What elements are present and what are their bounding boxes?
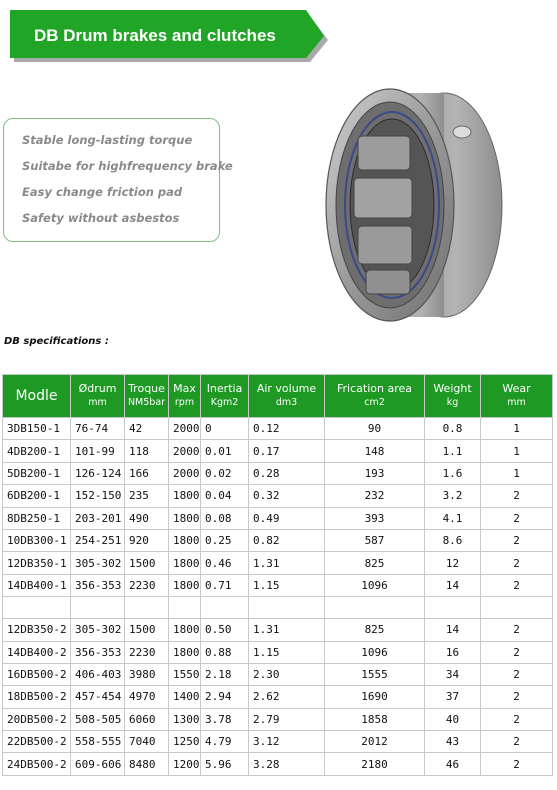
table-cell: 1800 bbox=[169, 641, 201, 663]
table-cell: 1.15 bbox=[249, 641, 325, 663]
column-header-label: Wear bbox=[502, 382, 531, 395]
table-cell: 12 bbox=[425, 552, 481, 574]
table-cell: 3.28 bbox=[249, 753, 325, 775]
table-cell: 254-251 bbox=[71, 529, 125, 551]
column-header-unit: rpm bbox=[174, 397, 195, 408]
column-header-label: Weight bbox=[433, 382, 472, 395]
table-cell: 3.78 bbox=[201, 708, 249, 730]
table-cell: 609-606 bbox=[71, 753, 125, 775]
table-cell: 76-74 bbox=[71, 418, 125, 440]
table-cell: 4DB200-1 bbox=[3, 440, 71, 462]
table-cell: 1690 bbox=[325, 686, 425, 708]
table-cell: 2 bbox=[481, 507, 553, 529]
table-cell: 920 bbox=[125, 529, 169, 551]
table-cell: 508-505 bbox=[71, 708, 125, 730]
column-header-unit: mm bbox=[88, 397, 107, 408]
table-cell: 118 bbox=[125, 440, 169, 462]
table-cell: 1400 bbox=[169, 686, 201, 708]
table-cell: 8480 bbox=[125, 753, 169, 775]
table-cell: 152-150 bbox=[71, 485, 125, 507]
table-cell: 2 bbox=[481, 708, 553, 730]
table-cell: 2000 bbox=[169, 440, 201, 462]
column-header-unit: Kgm2 bbox=[210, 397, 239, 408]
table-cell: 7040 bbox=[125, 731, 169, 753]
table-cell: 0.49 bbox=[249, 507, 325, 529]
table-row bbox=[3, 619, 553, 641]
table-cell: 1858 bbox=[325, 708, 425, 730]
table-cell: 46 bbox=[425, 753, 481, 775]
table-cell: 0.17 bbox=[249, 440, 325, 462]
table-cell: 1.31 bbox=[249, 552, 325, 574]
table-cell: 2 bbox=[481, 619, 553, 641]
column-header-label: Frication area bbox=[337, 382, 412, 395]
column-header bbox=[125, 375, 169, 418]
table-row bbox=[3, 574, 553, 596]
table-cell: 126-124 bbox=[71, 462, 125, 484]
table-cell: 356-353 bbox=[71, 641, 125, 663]
table-cell: 0.01 bbox=[201, 440, 249, 462]
header-banner bbox=[10, 10, 346, 64]
table-row bbox=[3, 753, 553, 775]
table-cell: 825 bbox=[325, 552, 425, 574]
table-cell: 0.32 bbox=[249, 485, 325, 507]
table-cell: 1096 bbox=[325, 574, 425, 596]
feature-item: Easy change friction pad bbox=[22, 185, 183, 199]
table-cell: 12DB350-1 bbox=[3, 552, 71, 574]
table-cell: 34 bbox=[425, 663, 481, 685]
table-row bbox=[3, 686, 553, 708]
table-cell: 5.96 bbox=[201, 753, 249, 775]
table-row bbox=[3, 507, 553, 529]
features-box bbox=[3, 118, 233, 242]
table-cell-empty bbox=[71, 597, 125, 619]
table-cell: 2 bbox=[481, 485, 553, 507]
table-cell: 305-302 bbox=[71, 552, 125, 574]
column-header-unit: mm bbox=[507, 397, 526, 408]
table-cell: 12DB350-2 bbox=[3, 619, 71, 641]
table-cell: 4.1 bbox=[425, 507, 481, 529]
column-header-unit: dm3 bbox=[275, 397, 298, 408]
table-cell: 2.94 bbox=[201, 686, 249, 708]
table-cell: 490 bbox=[125, 507, 169, 529]
table-cell: 16 bbox=[425, 641, 481, 663]
table-cell: 457-454 bbox=[71, 686, 125, 708]
table-cell: 0.71 bbox=[201, 574, 249, 596]
column-header-label: Ødrum bbox=[78, 382, 117, 395]
table-cell: 16DB500-2 bbox=[3, 663, 71, 685]
table-cell: 1.1 bbox=[425, 440, 481, 462]
table-cell: 20DB500-2 bbox=[3, 708, 71, 730]
table-cell: 43 bbox=[425, 731, 481, 753]
table-cell: 166 bbox=[125, 462, 169, 484]
table-cell: 14 bbox=[425, 619, 481, 641]
table-cell: 2.18 bbox=[201, 663, 249, 685]
table-cell: 2230 bbox=[125, 641, 169, 663]
table-cell: 3.12 bbox=[249, 731, 325, 753]
table-cell: 2 bbox=[481, 753, 553, 775]
table-cell: 1.31 bbox=[249, 619, 325, 641]
column-header-label: Inertia bbox=[206, 382, 243, 395]
column-header bbox=[71, 375, 125, 418]
table-cell: 1.6 bbox=[425, 462, 481, 484]
column-header-label: Troque bbox=[128, 382, 165, 395]
table-cell: 42 bbox=[125, 418, 169, 440]
table-row bbox=[3, 663, 553, 685]
column-header-unit: NM5bar bbox=[127, 397, 166, 408]
table-cell: 40 bbox=[425, 708, 481, 730]
table-row bbox=[3, 529, 553, 551]
column-header-label: Modle bbox=[15, 388, 58, 404]
table-cell-empty bbox=[481, 597, 553, 619]
page-title: DB Drum brakes and clutches bbox=[34, 26, 276, 45]
column-header bbox=[201, 375, 249, 418]
table-cell: 1500 bbox=[125, 552, 169, 574]
column-header bbox=[481, 375, 553, 418]
table-cell: 305-302 bbox=[71, 619, 125, 641]
table-cell: 2 bbox=[481, 663, 553, 685]
table-cell: 1200 bbox=[169, 753, 201, 775]
table-header-row bbox=[3, 375, 553, 418]
table-cell: 193 bbox=[325, 462, 425, 484]
table-cell: 1800 bbox=[169, 485, 201, 507]
specs-label: DB specifications : bbox=[4, 336, 109, 347]
table-cell: 203-201 bbox=[71, 507, 125, 529]
table-cell: 2 bbox=[481, 552, 553, 574]
table-cell: 0.50 bbox=[201, 619, 249, 641]
drum-brake-image bbox=[322, 82, 512, 328]
table-cell: 2.30 bbox=[249, 663, 325, 685]
table-row bbox=[3, 552, 553, 574]
table-cell: 1550 bbox=[169, 663, 201, 685]
table-cell: 4.79 bbox=[201, 731, 249, 753]
table-cell: 24DB500-2 bbox=[3, 753, 71, 775]
table-cell: 1300 bbox=[169, 708, 201, 730]
column-header-unit: cm2 bbox=[364, 397, 385, 408]
table-cell: 2230 bbox=[125, 574, 169, 596]
table-row bbox=[3, 708, 553, 730]
table-cell: 101-99 bbox=[71, 440, 125, 462]
table-cell: 1800 bbox=[169, 507, 201, 529]
column-header bbox=[249, 375, 325, 418]
table-cell: 22DB500-2 bbox=[3, 731, 71, 753]
table-cell: 2012 bbox=[325, 731, 425, 753]
table-cell: 1 bbox=[481, 418, 553, 440]
table-cell: 14 bbox=[425, 574, 481, 596]
table-cell: 2 bbox=[481, 641, 553, 663]
table-row bbox=[3, 440, 553, 462]
specs-table bbox=[2, 374, 553, 776]
table-cell: 0.04 bbox=[201, 485, 249, 507]
table-cell: 0.08 bbox=[201, 507, 249, 529]
table-cell: 14DB400-1 bbox=[3, 574, 71, 596]
table-cell: 6DB200-1 bbox=[3, 485, 71, 507]
table-cell: 2000 bbox=[169, 418, 201, 440]
table-cell: 0.12 bbox=[249, 418, 325, 440]
table-cell: 393 bbox=[325, 507, 425, 529]
table-cell: 1 bbox=[481, 440, 553, 462]
table-cell: 1096 bbox=[325, 641, 425, 663]
table-row bbox=[3, 462, 553, 484]
table-cell: 2 bbox=[481, 529, 553, 551]
table-cell: 558-555 bbox=[71, 731, 125, 753]
table-cell: 356-353 bbox=[71, 574, 125, 596]
table-cell: 1250 bbox=[169, 731, 201, 753]
table-cell: 232 bbox=[325, 485, 425, 507]
table-cell: 10DB300-1 bbox=[3, 529, 71, 551]
table-cell: 0 bbox=[201, 418, 249, 440]
table-cell: 2000 bbox=[169, 462, 201, 484]
column-header-label: Air volume bbox=[256, 382, 317, 395]
table-cell: 6060 bbox=[125, 708, 169, 730]
table-cell: 2.79 bbox=[249, 708, 325, 730]
table-spacer-row bbox=[3, 597, 553, 619]
table-cell: 90 bbox=[325, 418, 425, 440]
column-header bbox=[3, 375, 71, 418]
table-cell-empty bbox=[125, 597, 169, 619]
feature-item: Stable long-lasting torque bbox=[22, 133, 193, 147]
column-header-label: Max bbox=[173, 382, 196, 395]
table-cell: 14DB400-2 bbox=[3, 641, 71, 663]
table-cell: 5DB200-1 bbox=[3, 462, 71, 484]
table-cell: 587 bbox=[325, 529, 425, 551]
table-cell: 1800 bbox=[169, 529, 201, 551]
table-cell-empty bbox=[3, 597, 71, 619]
table-cell: 37 bbox=[425, 686, 481, 708]
table-cell: 18DB500-2 bbox=[3, 686, 71, 708]
table-cell-empty bbox=[169, 597, 201, 619]
table-cell: 2 bbox=[481, 686, 553, 708]
table-cell: 0.02 bbox=[201, 462, 249, 484]
table-cell: 8.6 bbox=[425, 529, 481, 551]
table-cell: 0.25 bbox=[201, 529, 249, 551]
table-cell: 4970 bbox=[125, 686, 169, 708]
table-row bbox=[3, 731, 553, 753]
table-cell-empty bbox=[201, 597, 249, 619]
table-row bbox=[3, 485, 553, 507]
table-cell: 1 bbox=[481, 462, 553, 484]
table-row bbox=[3, 418, 553, 440]
table-cell: 2.62 bbox=[249, 686, 325, 708]
table-cell: 2 bbox=[481, 574, 553, 596]
table-cell: 1.15 bbox=[249, 574, 325, 596]
table-cell: 0.28 bbox=[249, 462, 325, 484]
table-cell: 2 bbox=[481, 731, 553, 753]
table-cell: 1800 bbox=[169, 619, 201, 641]
table-cell: 148 bbox=[325, 440, 425, 462]
table-cell: 0.46 bbox=[201, 552, 249, 574]
table-cell: 0.88 bbox=[201, 641, 249, 663]
column-header bbox=[169, 375, 201, 418]
column-header bbox=[325, 375, 425, 418]
table-cell-empty bbox=[249, 597, 325, 619]
table-cell: 3.2 bbox=[425, 485, 481, 507]
feature-item: Suitabe for highfrequency brake bbox=[22, 159, 233, 173]
table-cell: 235 bbox=[125, 485, 169, 507]
table-cell: 406-403 bbox=[71, 663, 125, 685]
table-cell: 1555 bbox=[325, 663, 425, 685]
table-cell-empty bbox=[425, 597, 481, 619]
table-cell: 2180 bbox=[325, 753, 425, 775]
table-cell: 1800 bbox=[169, 552, 201, 574]
table-cell: 3DB150-1 bbox=[3, 418, 71, 440]
feature-item: Safety without asbestos bbox=[22, 211, 180, 225]
column-header bbox=[425, 375, 481, 418]
table-cell: 8DB250-1 bbox=[3, 507, 71, 529]
column-header-unit: kg bbox=[446, 397, 459, 408]
table-cell: 1800 bbox=[169, 574, 201, 596]
table-cell: 0.8 bbox=[425, 418, 481, 440]
table-cell: 1500 bbox=[125, 619, 169, 641]
table-row bbox=[3, 641, 553, 663]
table-cell: 0.82 bbox=[249, 529, 325, 551]
table-cell: 3980 bbox=[125, 663, 169, 685]
table-cell-empty bbox=[325, 597, 425, 619]
table-cell: 825 bbox=[325, 619, 425, 641]
